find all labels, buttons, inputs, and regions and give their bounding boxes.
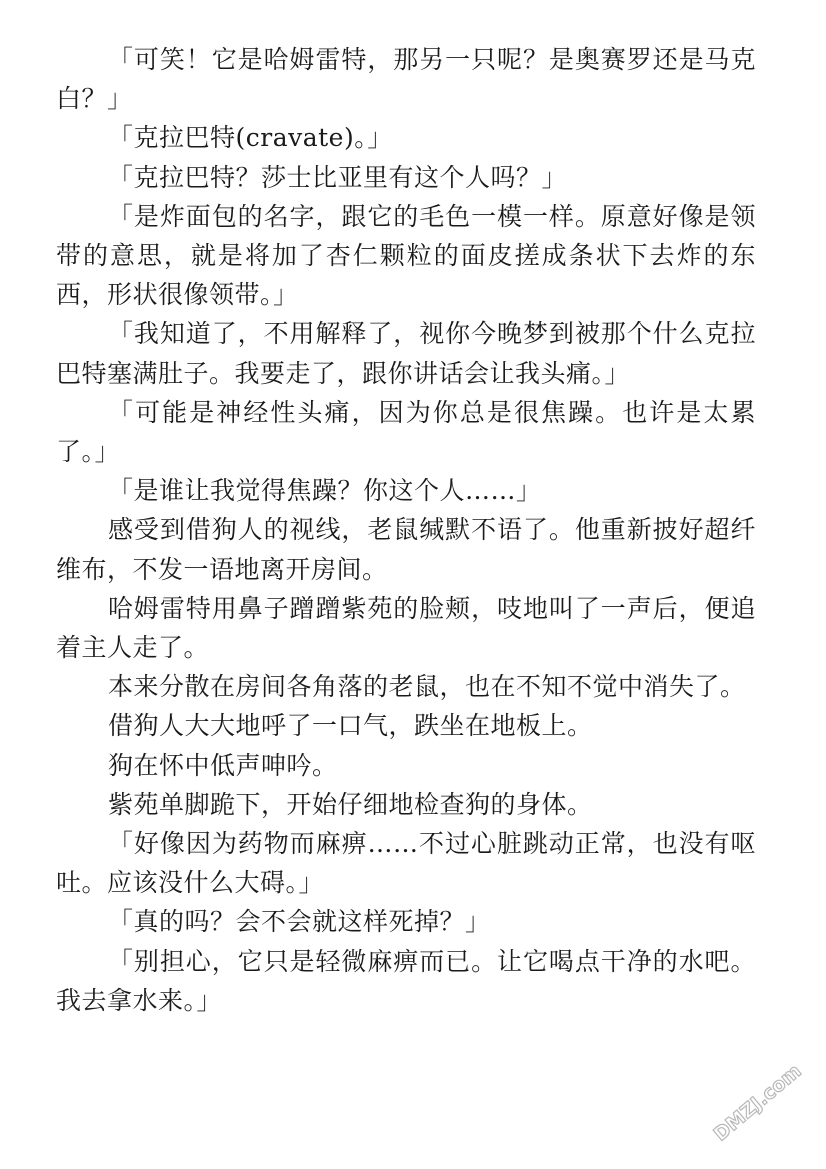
paragraph: 「可能是神经性头痛，因为你总是很焦躁。也许是太累了。」 [56, 397, 756, 467]
paragraph: 「克拉巴特(cravate)。」 [108, 123, 393, 153]
paragraph: 借狗人大大地呼了一口气，跌坐在地板上。 [108, 711, 593, 741]
paragraph: 紫苑单脚跪下，开始仔细地检查狗的身体。 [108, 789, 593, 819]
paragraph: 哈姆雷特用鼻子蹭蹭紫苑的脸颊，吱地叫了一声后，便追着主人走了。 [56, 593, 756, 663]
paragraph: 「好像因为药物而麻痹……不过心脏跳动正常，也没有呕吐。应该没什么大碍。」 [56, 829, 756, 898]
paragraph: 「是炸面包的名字，跟它的毛色一模一样。原意好像是领带的意思，就是将加了杏仁颗粒的面皮搓成条状下去炸的东西，形状很像领带。」 [56, 201, 756, 310]
watermark-logo [702, 1047, 812, 1157]
paragraph: 「真的吗？会不会就这样死掉？」 [108, 907, 491, 937]
paragraph: 本来分散在房间各角落的老鼠，也在不知不觉中消失了。 [108, 672, 746, 702]
paragraph: 「是谁让我觉得焦躁？你这个人……」 [108, 476, 542, 506]
paragraph: 「可笑！它是哈姆雷特，那另一只呢？是奥赛罗还是马克白？」 [56, 45, 756, 114]
paragraph: 「别担心，它只是轻微麻痹而已。让它喝点干净的水吧。我去拿水来。」 [56, 946, 756, 1015]
paragraph: 「我知道了，不用解释了，视你今晚梦到被那个什么克拉巴特塞满肚子。我要走了，跟你讲话会让我头痛。」 [56, 319, 756, 388]
paragraph: 感受到借狗人的视线，老鼠缄默不语了。他重新披好超纤维布，不发一语地离开房间。 [56, 515, 756, 584]
paragraph: 狗在怀中低声呻吟。 [108, 750, 338, 780]
svg-text:DMZJ.com: DMZJ.com [709, 1059, 806, 1146]
paragraph: 「克拉巴特？莎士比亚里有这个人吗？」 [108, 162, 568, 192]
text-page [56, 40, 756, 1020]
